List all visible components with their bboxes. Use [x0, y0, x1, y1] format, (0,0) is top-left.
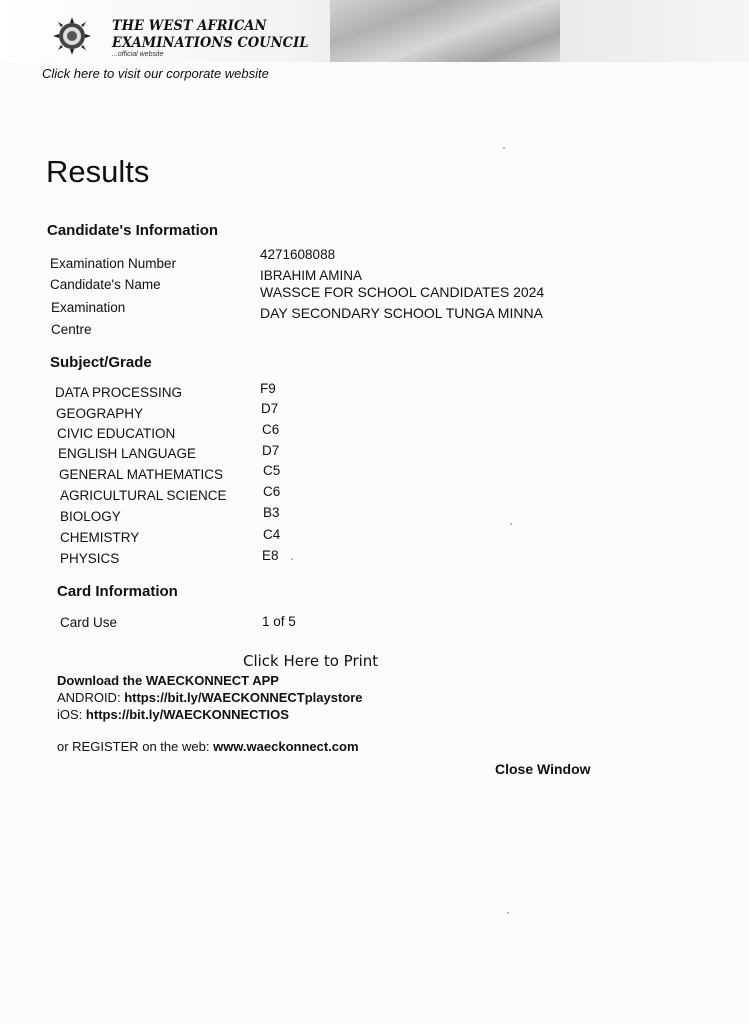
subject-grade: D7: [261, 401, 279, 416]
org-name-line2: EXAMINATIONS COUNCIL: [112, 35, 309, 51]
subject-grade: E8: [262, 548, 279, 563]
ios-download-link[interactable]: https://bit.ly/WAECKONNECTIOS: [85, 707, 289, 722]
android-label: ANDROID:: [57, 690, 121, 705]
subject-name: CHEMISTRY: [60, 530, 140, 545]
exam-number-label: Examination Number: [50, 256, 177, 271]
subject-name: GENERAL MATHEMATICS: [59, 467, 224, 482]
exam-number-value: 4271608088: [260, 247, 336, 262]
candidate-info-heading: Candidate's Information: [47, 222, 219, 239]
subject-name: DATA PROCESSING: [55, 385, 183, 400]
subject-name: ENGLISH LANGUAGE: [58, 446, 197, 461]
subject-grade: C6: [263, 484, 281, 499]
subject-grade: C6: [262, 422, 280, 437]
examination-value: WASSCE FOR SCHOOL CANDIDATES 2024: [260, 284, 545, 300]
candidate-name-label: Candidate's Name: [50, 277, 161, 292]
page-title: Results: [46, 154, 150, 189]
corporate-website-link[interactable]: Click here to visit our corporate website: [42, 66, 269, 81]
subject-grade: D7: [262, 443, 280, 458]
centre-label: Centre: [51, 322, 92, 337]
subject-name: BIOLOGY: [60, 509, 121, 524]
close-window-button[interactable]: Close Window: [495, 761, 591, 777]
candidate-name-value: IBRAHIM AMINA: [260, 268, 363, 283]
subject-grade: C4: [263, 527, 281, 542]
register-line: [57, 739, 359, 754]
subject-grade-heading: Subject/Grade: [50, 354, 152, 371]
card-use-label: Card Use: [60, 615, 118, 630]
header-banner: [0, 0, 749, 62]
scan-speck: [510, 523, 512, 525]
subject-name: GEOGRAPHY: [56, 406, 144, 421]
register-label: or REGISTER on the web:: [57, 739, 210, 754]
register-web-link[interactable]: www.waeckonnect.com: [213, 739, 359, 754]
subject-grade: F9: [260, 381, 276, 396]
ios-download-line: [57, 707, 289, 722]
android-download-line: [57, 690, 363, 705]
card-info-heading: Card Information: [57, 583, 178, 600]
subject-grade: B3: [263, 505, 280, 520]
banner-photo: [330, 0, 560, 62]
ios-label: iOS:: [57, 707, 83, 722]
org-name: [112, 18, 309, 52]
examination-label: Examination: [51, 300, 126, 315]
centre-value: DAY SECONDARY SCHOOL TUNGA MINNA: [260, 305, 543, 321]
download-app-heading: Download the WAECKONNECT APP: [57, 673, 279, 688]
scan-speck: [503, 147, 505, 149]
android-download-link[interactable]: https://bit.ly/WAECKONNECTplaystore: [124, 690, 363, 705]
org-name-line1: THE WEST AFRICAN: [112, 18, 267, 34]
org-tagline: ...official website: [112, 51, 164, 58]
subject-grade: C5: [263, 463, 281, 478]
subject-name: AGRICULTURAL SCIENCE: [60, 488, 227, 503]
scan-speck: [291, 558, 293, 560]
subject-name: PHYSICS: [60, 551, 120, 566]
print-button[interactable]: Click Here to Print: [243, 652, 379, 670]
scan-speck: [507, 912, 509, 914]
waec-logo-icon: [52, 16, 92, 56]
card-use-value: 1 of 5: [262, 614, 296, 629]
subject-name: CIVIC EDUCATION: [57, 426, 176, 441]
